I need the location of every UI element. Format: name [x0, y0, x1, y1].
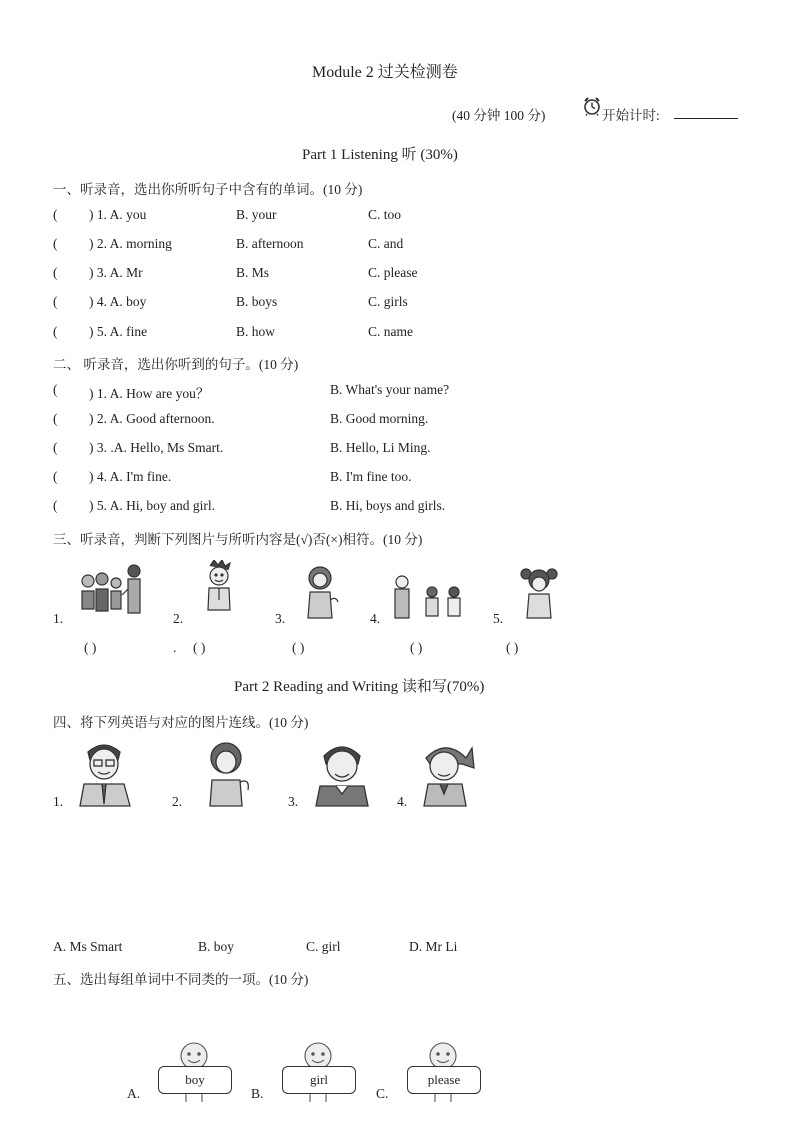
timer-label: 开始计时:	[602, 108, 660, 123]
part2-title: Part 2 Reading and Writing 读和写(70%)	[234, 679, 485, 695]
option-item: C. girl	[306, 939, 341, 954]
word-card-girl[interactable]	[280, 1040, 360, 1110]
timer-blank[interactable]	[674, 106, 738, 119]
list-item: ) 2. A. morning	[89, 236, 172, 251]
list-item: B. I'm fine too.	[330, 469, 412, 484]
part1-title: Part 1 Listening 听 (30%)	[302, 147, 458, 163]
exam-meta: (40 分钟 100 分)	[452, 108, 546, 123]
answer-paren[interactable]: (	[53, 236, 58, 251]
section2-heading: 二、 听录音，选出你听到的句子。(10 分)	[53, 357, 299, 372]
list-item: ) 5. A. Hi, boy and girl.	[89, 498, 215, 513]
section4-heading: 四、将下列英语与对应的图片连线。(10 分)	[53, 715, 309, 730]
word-label: please	[407, 1066, 481, 1094]
answer-paren[interactable]: (	[53, 265, 58, 280]
list-item: B. Good morning.	[330, 411, 429, 426]
page-title: Module 2 过关检测卷	[312, 64, 458, 81]
answer-paren[interactable]: (	[53, 498, 58, 513]
answer-paren[interactable]: ( )	[193, 640, 206, 655]
answer-paren[interactable]: (	[53, 382, 58, 397]
ms-smart-picture	[196, 740, 258, 808]
mr-li-picture	[74, 738, 136, 808]
list-item: C. girls	[368, 294, 408, 309]
woman-picture	[300, 566, 340, 624]
picture-label: 2.	[173, 611, 184, 626]
option-item: A. Ms Smart	[53, 939, 123, 954]
boy-waving-picture	[200, 560, 240, 618]
picture-label: 4.	[370, 611, 381, 626]
answer-paren[interactable]: (	[53, 440, 58, 455]
answer-paren[interactable]: (	[53, 324, 58, 339]
answer-paren[interactable]: (	[53, 294, 58, 309]
option-item: B. boy	[198, 939, 235, 954]
girl-picture	[518, 566, 560, 624]
choice-label: A.	[127, 1086, 141, 1101]
alarm-clock-icon	[582, 96, 602, 121]
answer-paren[interactable]: (	[53, 469, 58, 484]
family-group-picture	[78, 563, 146, 621]
list-item: B. Hi, boys and girls.	[330, 498, 446, 513]
section1-heading: 一、听录音，选出你所听句子中含有的单词。(10 分)	[53, 182, 363, 197]
picture-label: 5.	[493, 611, 504, 626]
boy-picture	[312, 740, 372, 808]
list-item: B. Ms	[236, 265, 270, 280]
list-item: ) 4. A. boy	[89, 294, 147, 309]
picture-label: 3.	[288, 794, 299, 809]
list-item: B. What's your name?	[330, 382, 450, 397]
list-item: ) 1. A. How are you？	[89, 386, 210, 401]
list-item: B. how	[236, 324, 276, 339]
list-item: B. Hello, Li Ming.	[330, 440, 431, 455]
choice-label: B.	[251, 1086, 264, 1101]
word-label: boy	[158, 1066, 232, 1094]
answer-paren[interactable]: ( )	[410, 640, 423, 655]
picture-label: 4.	[397, 794, 408, 809]
list-item: ) 4. A. I'm fine.	[89, 469, 172, 484]
answer-paren[interactable]: (	[53, 207, 58, 222]
list-item: ) 1. A. you	[89, 207, 147, 222]
list-item: B. your	[236, 207, 277, 222]
list-item: ) 3. A. Mr	[89, 265, 143, 280]
list-item: B. boys	[236, 294, 278, 309]
girl-pigtails-picture	[416, 738, 478, 808]
list-item: C. please	[368, 265, 418, 280]
list-item: C. and	[368, 236, 404, 251]
word-card-please[interactable]	[405, 1040, 485, 1110]
answer-paren[interactable]: (	[53, 411, 58, 426]
list-item: ) 2. A. Good afternoon.	[89, 411, 215, 426]
dot-mark: .	[173, 640, 177, 655]
section3-heading: 三、听录音，判断下列图片与所听内容是(√)否(×)相符。(10 分)	[53, 532, 423, 547]
list-item: C. too	[368, 207, 402, 222]
answer-paren[interactable]: ( )	[506, 640, 519, 655]
answer-paren[interactable]: ( )	[84, 640, 97, 655]
word-card-boy[interactable]	[156, 1040, 236, 1110]
list-item: C. name	[368, 324, 413, 339]
choice-label: C.	[376, 1086, 389, 1101]
picture-label: 2.	[172, 794, 183, 809]
picture-label: 3.	[275, 611, 286, 626]
teacher-and-kids-picture	[392, 574, 466, 620]
list-item: B. afternoon	[236, 236, 304, 251]
list-item: ) 5. A. fine	[89, 324, 148, 339]
word-label: girl	[282, 1066, 356, 1094]
picture-label: 1.	[53, 794, 64, 809]
picture-label: 1.	[53, 611, 64, 626]
option-item: D. Mr Li	[409, 939, 458, 954]
answer-paren[interactable]: ( )	[292, 640, 305, 655]
section5-heading: 五、选出每组单词中不同类的一项。(10 分)	[53, 972, 309, 987]
list-item: ) 3. .A. Hello, Ms Smart.	[89, 440, 224, 455]
